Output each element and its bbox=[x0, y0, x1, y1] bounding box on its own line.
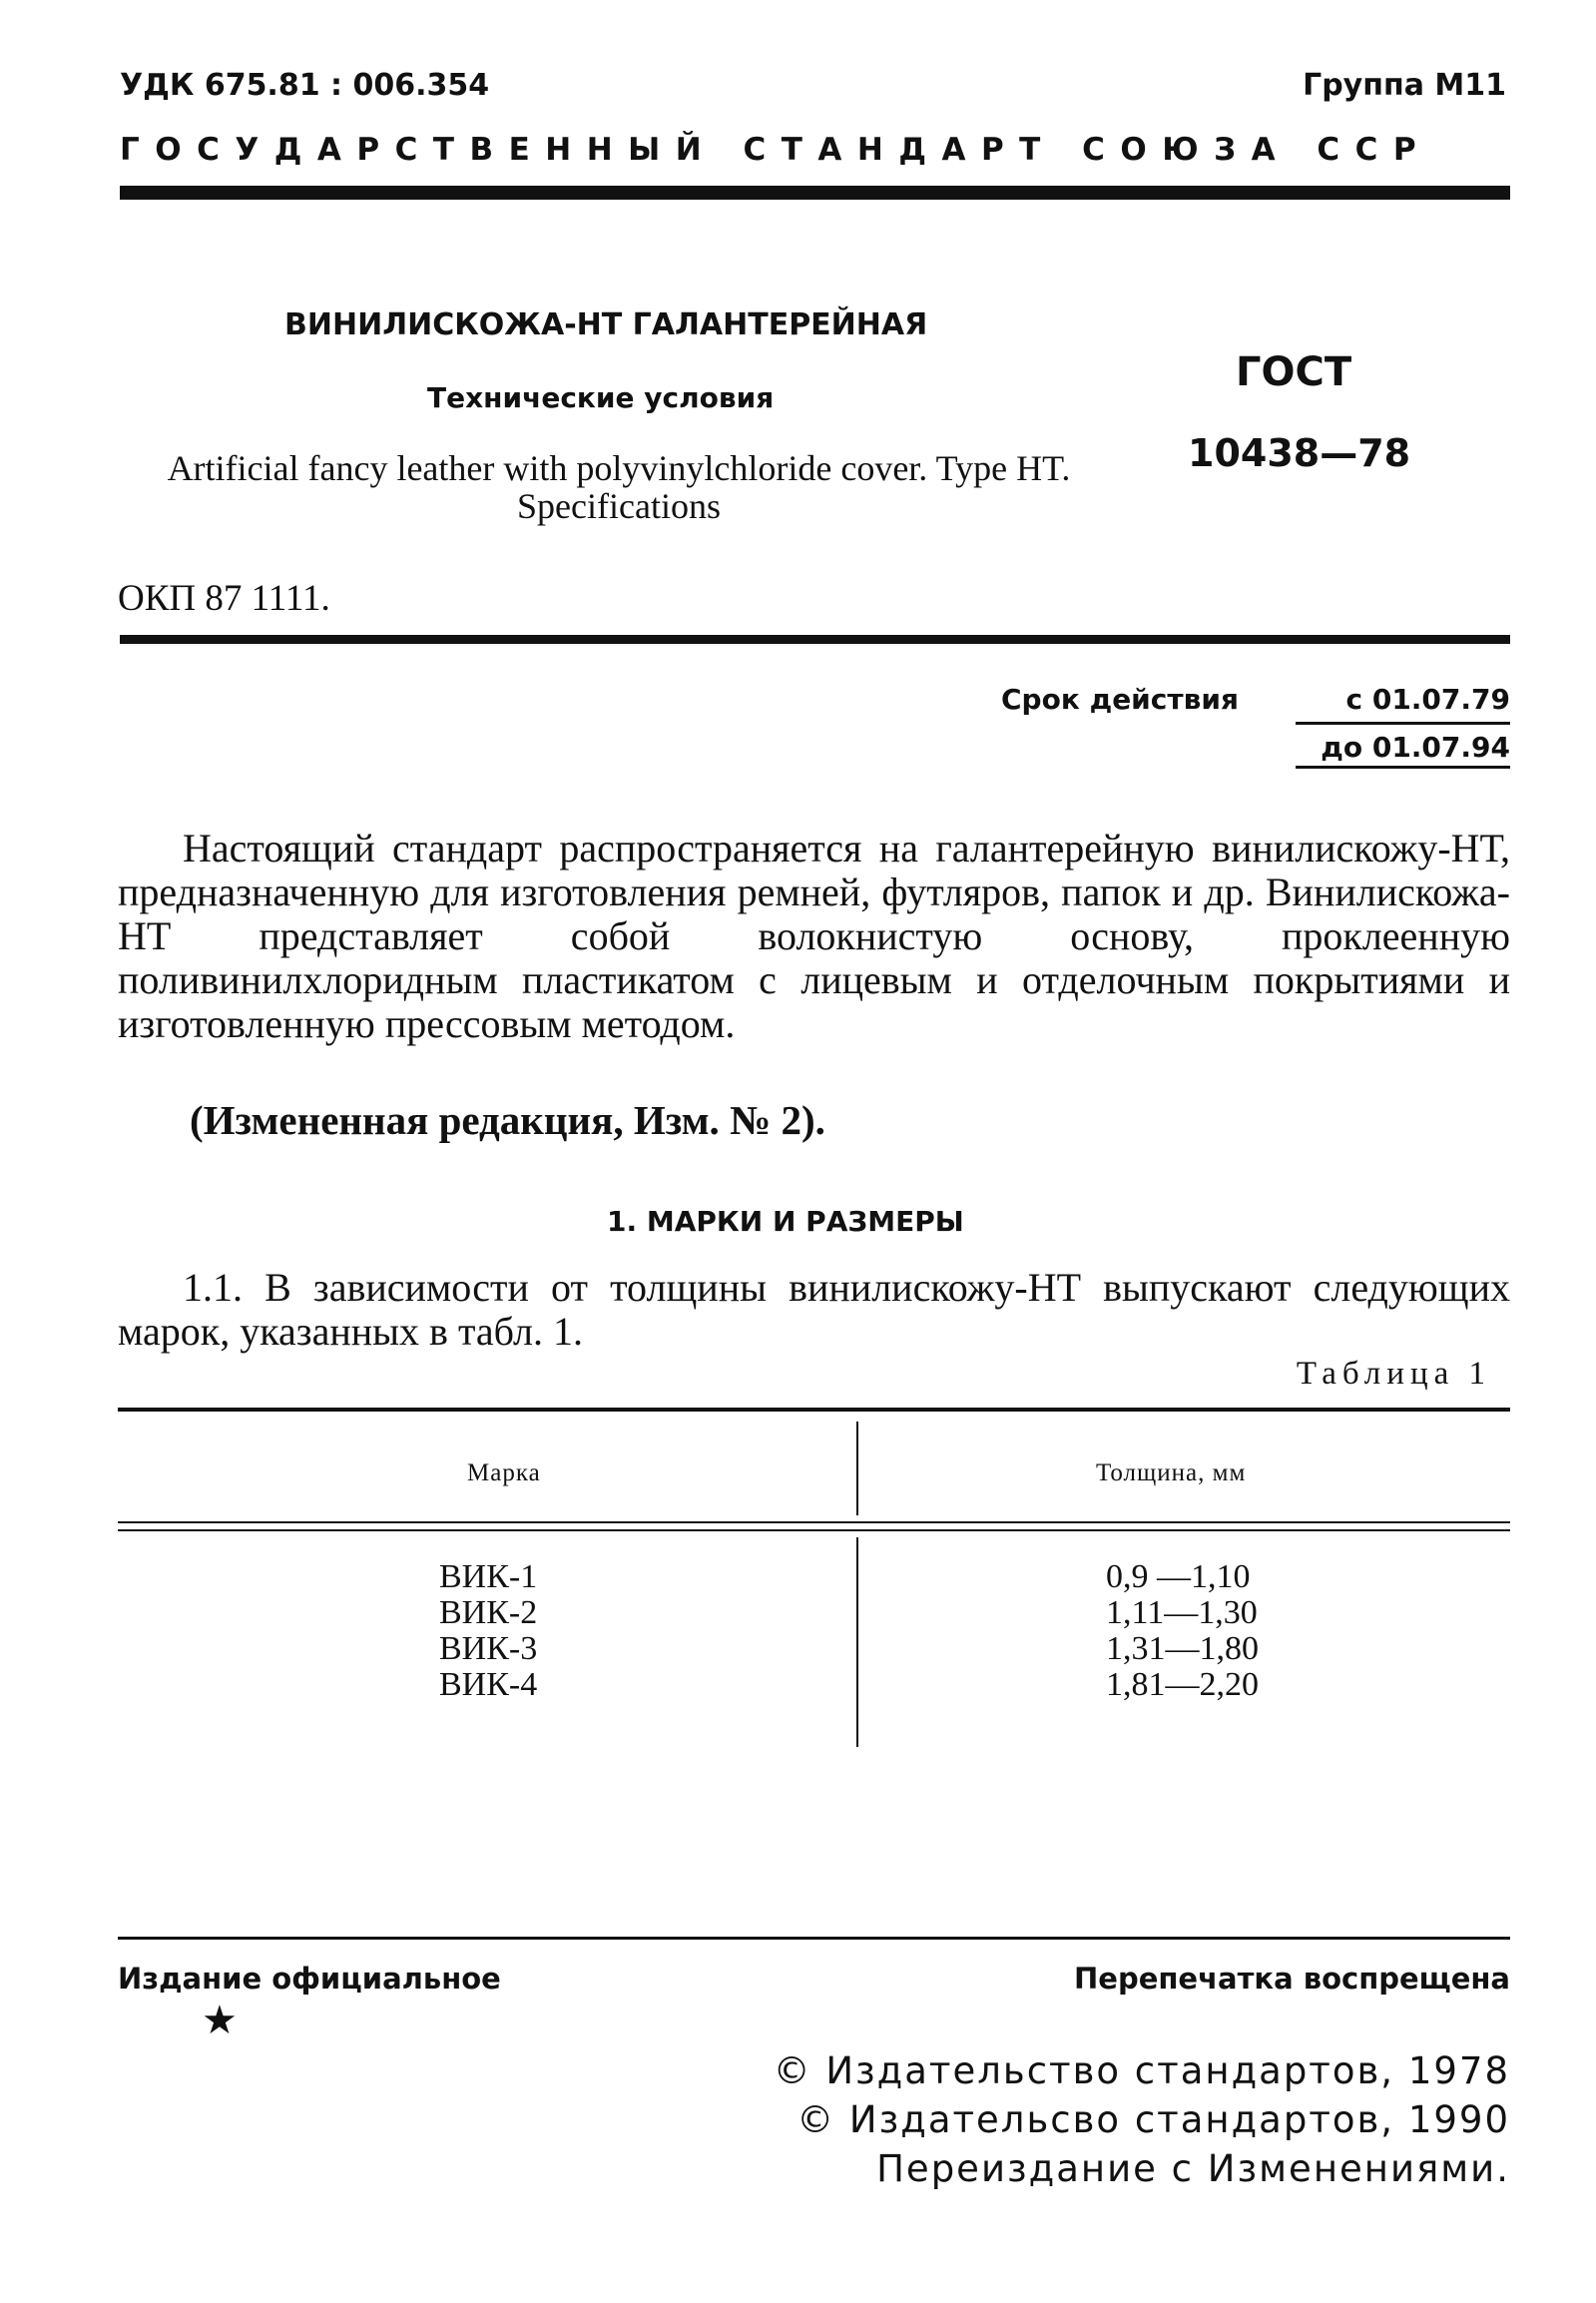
clause-1-1: 1.1. В зависимости от толщины винилискожу-НТ выпускают следующих марок, указанных в табл. 1. bbox=[118, 1265, 1510, 1354]
reissue-note: Переиздание с Изменениями. bbox=[876, 2147, 1510, 2190]
table-cell: ВИК-3 bbox=[439, 1630, 538, 1667]
state-standard-heading: ГОСУДАРСТВЕННЫЙ СТАНДАРТ СОЮЗА ССР bbox=[120, 132, 1432, 168]
table-cell: 1,81—2,20 bbox=[1106, 1666, 1259, 1703]
amendment-note: (Измененная редакция, Изм. № 2). bbox=[190, 1097, 825, 1143]
copyright-1990: © Издательсво стандартов, 1990 bbox=[797, 2098, 1510, 2141]
validity-from: с 01.07.79 bbox=[1296, 683, 1510, 725]
reprint-notice: Перепечатка воспрещена bbox=[1074, 1962, 1510, 1996]
group-code: Группа М11 bbox=[1303, 68, 1506, 103]
table-top-rule bbox=[118, 1408, 1510, 1412]
english-title: Artificial fancy leather with polyvinylchloride cover. Type HT. Specifications bbox=[167, 448, 1071, 526]
gost-label: ГОСТ bbox=[1236, 349, 1352, 395]
document-subtitle: Технические условия bbox=[427, 381, 775, 414]
table-header-divider bbox=[856, 1422, 858, 1515]
table-header-rule bbox=[118, 1521, 1510, 1523]
gost-number: 10438—78 bbox=[1188, 431, 1411, 475]
copyright-1978: © Издательство стандартов, 1978 bbox=[773, 2049, 1510, 2092]
table-cell: 1,11—1,30 bbox=[1106, 1594, 1258, 1631]
table-header-rule-double bbox=[118, 1529, 1510, 1531]
table-header-grade: Марка bbox=[467, 1459, 541, 1486]
document-title: ВИНИЛИСКОЖА-НТ ГАЛАНТЕРЕЙНАЯ bbox=[284, 307, 928, 342]
table-column-thickness bbox=[1106, 1559, 1259, 1703]
table-cell: 1,31—1,80 bbox=[1106, 1630, 1259, 1667]
section-heading: 1. МАРКИ И РАЗМЕРЫ bbox=[607, 1205, 964, 1238]
table-cell: ВИК-2 bbox=[439, 1594, 538, 1631]
validity-to: до 01.07.94 bbox=[1296, 725, 1510, 769]
table-cell: 0,9 —1,10 bbox=[1106, 1558, 1251, 1595]
footer-rule bbox=[118, 1937, 1510, 1940]
star-icon: ★ bbox=[202, 1998, 238, 2042]
table-caption: Таблица 1 bbox=[1296, 1356, 1491, 1392]
table-header-thickness: Толщина, мм bbox=[1096, 1459, 1247, 1486]
table-cell: ВИК-4 bbox=[439, 1666, 538, 1703]
title-rule bbox=[120, 635, 1510, 644]
validity-dates bbox=[1296, 683, 1510, 769]
official-edition: Издание официальное bbox=[118, 1962, 501, 1996]
validity-label: Срок действия bbox=[1001, 683, 1239, 716]
okp-code: ОКП 87 1111. bbox=[118, 578, 330, 619]
intro-paragraph: Настоящий стандарт распространяется на галантерейную винилискожу-НТ, предназначенную для изготовления ремней, футляров, папок и др. Винилискожа-НТ представляет собой волокнистую основу, проклеенную поливинилхлоридным пластикатом с лицевым и отделочным покрытиями и изготовленную прессовым методом. bbox=[118, 826, 1510, 1046]
table-body-divider bbox=[856, 1537, 858, 1747]
table-column-grades bbox=[439, 1559, 537, 1703]
header-rule bbox=[120, 186, 1510, 200]
table-cell: ВИК-1 bbox=[439, 1558, 538, 1595]
udk-code: УДК 675.81 : 006.354 bbox=[120, 68, 490, 103]
